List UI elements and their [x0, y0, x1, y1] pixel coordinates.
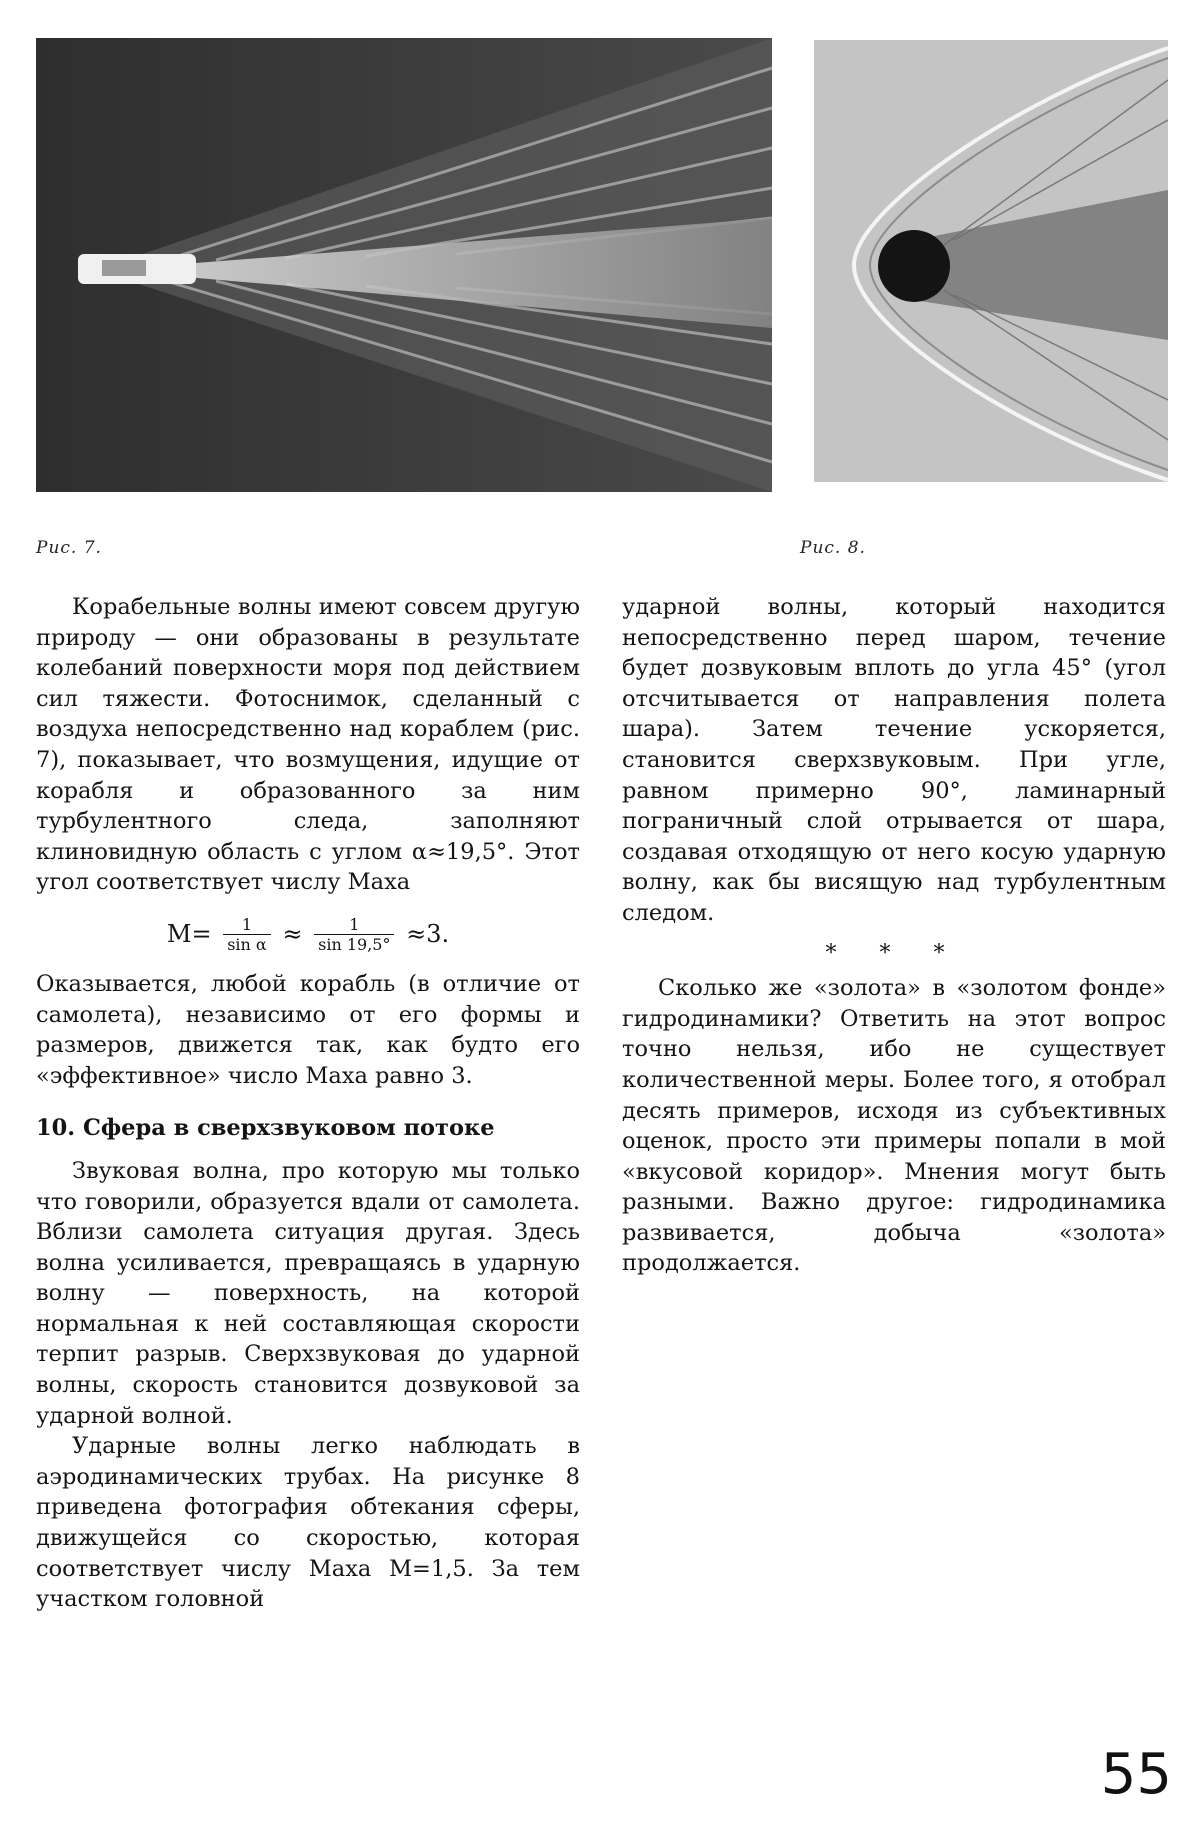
figure-7-caption: Рис. 7. [36, 538, 102, 558]
paragraph-golden-fund: Сколько же «золота» в «золотом фонде» гидродинамики? Ответить на этот вопрос точно нельзя, ибо не существует количественной меры. Более того, я отобрал десять примеров, исходя из субъективных оценок, просто эти примеры попали в мой «вкусовой коридор». Мнения могут быть разными. Важно другое: гидродинамика развивается, добыча «золота» продолжается. [622, 975, 1166, 1277]
mach-formula [36, 916, 580, 955]
figure-7-ship-wake-photo [36, 38, 772, 492]
paragraph-effective-mach: Оказывается, любой корабль (в отличие от самолета), независимо от его формы и размеров, движется так, как будто его «эффективное» число Маха равно 3. [36, 970, 580, 1089]
paragraph-ship-waves: Корабельные волны имеют совсем другую природу — они образованы в результате колебаний поверхности моря под действием сил тяжести. Фотоснимок, сделанный с воздуха непосредственно над кораблем (рис. 7), показывает, что возмущения, идущие от корабля и образованного за ним турбулентного следа, заполняют клиновидную область с углом α≈19,5°. Этот угол соответствует числу Маха [36, 594, 580, 896]
formula-lhs: M= [166, 919, 212, 948]
left-column [36, 592, 580, 1615]
formula-rhs: ≈3. [406, 919, 450, 948]
paragraph-shock-wave: Звуковая волна, про которую мы только что говорили, образуется вдали от самолета. Вблизи самолета ситуация другая. Здесь волна усиливается, превращаясь в ударную волну — поверхность, на которой нормальная к ней составляющая скорости терпит разрыв. Сверхзвуковая до ударной волны, скорость становится дозвуковой за ударной волной. [36, 1157, 580, 1429]
section-title: 10. Сфера в сверхзвуковом потоке [36, 1115, 495, 1142]
fraction-2-denominator: sin 19,5° [318, 934, 391, 954]
fraction-2-numerator: 1 [314, 916, 394, 935]
paragraph-wind-tunnel: Ударные волны легко наблюдать в аэродинамических трубах. На рисунке 8 приведена фотография обтекания сферы, движущейся со скоростью, которая соответствует числу Маха M=1,5. За тем участком головной [36, 1433, 580, 1613]
paragraph-sphere-flow: ударной волны, который находится непосредственно перед шаром, течение будет дозвуковым вплоть до угла 45° (угол отсчитывается от направления полета шара). Затем течение ускоряется, становится сверхзвуковым. При угле, равном примерно 90°, ламинарный пограничный слой отрывается от шара, создавая отходящую от него косую ударную волну, как бы висящую над турбулентным следом. [622, 594, 1166, 926]
sphere-shock-illustration [814, 40, 1168, 482]
fraction-1 [223, 916, 271, 955]
figure-8-caption: Рис. 8. [800, 538, 866, 558]
formula-approx: ≈ [282, 919, 303, 948]
fraction-1-numerator: 1 [223, 916, 271, 935]
right-column [622, 592, 1166, 1279]
section-separator-stars: * * * [825, 940, 963, 966]
ship-wake-illustration [36, 38, 772, 492]
fraction-1-denominator: sin α [227, 934, 267, 954]
figure-8-sphere-shock-photo [814, 40, 1168, 482]
page-number: 55 [1100, 1742, 1172, 1807]
fraction-2 [314, 916, 394, 955]
